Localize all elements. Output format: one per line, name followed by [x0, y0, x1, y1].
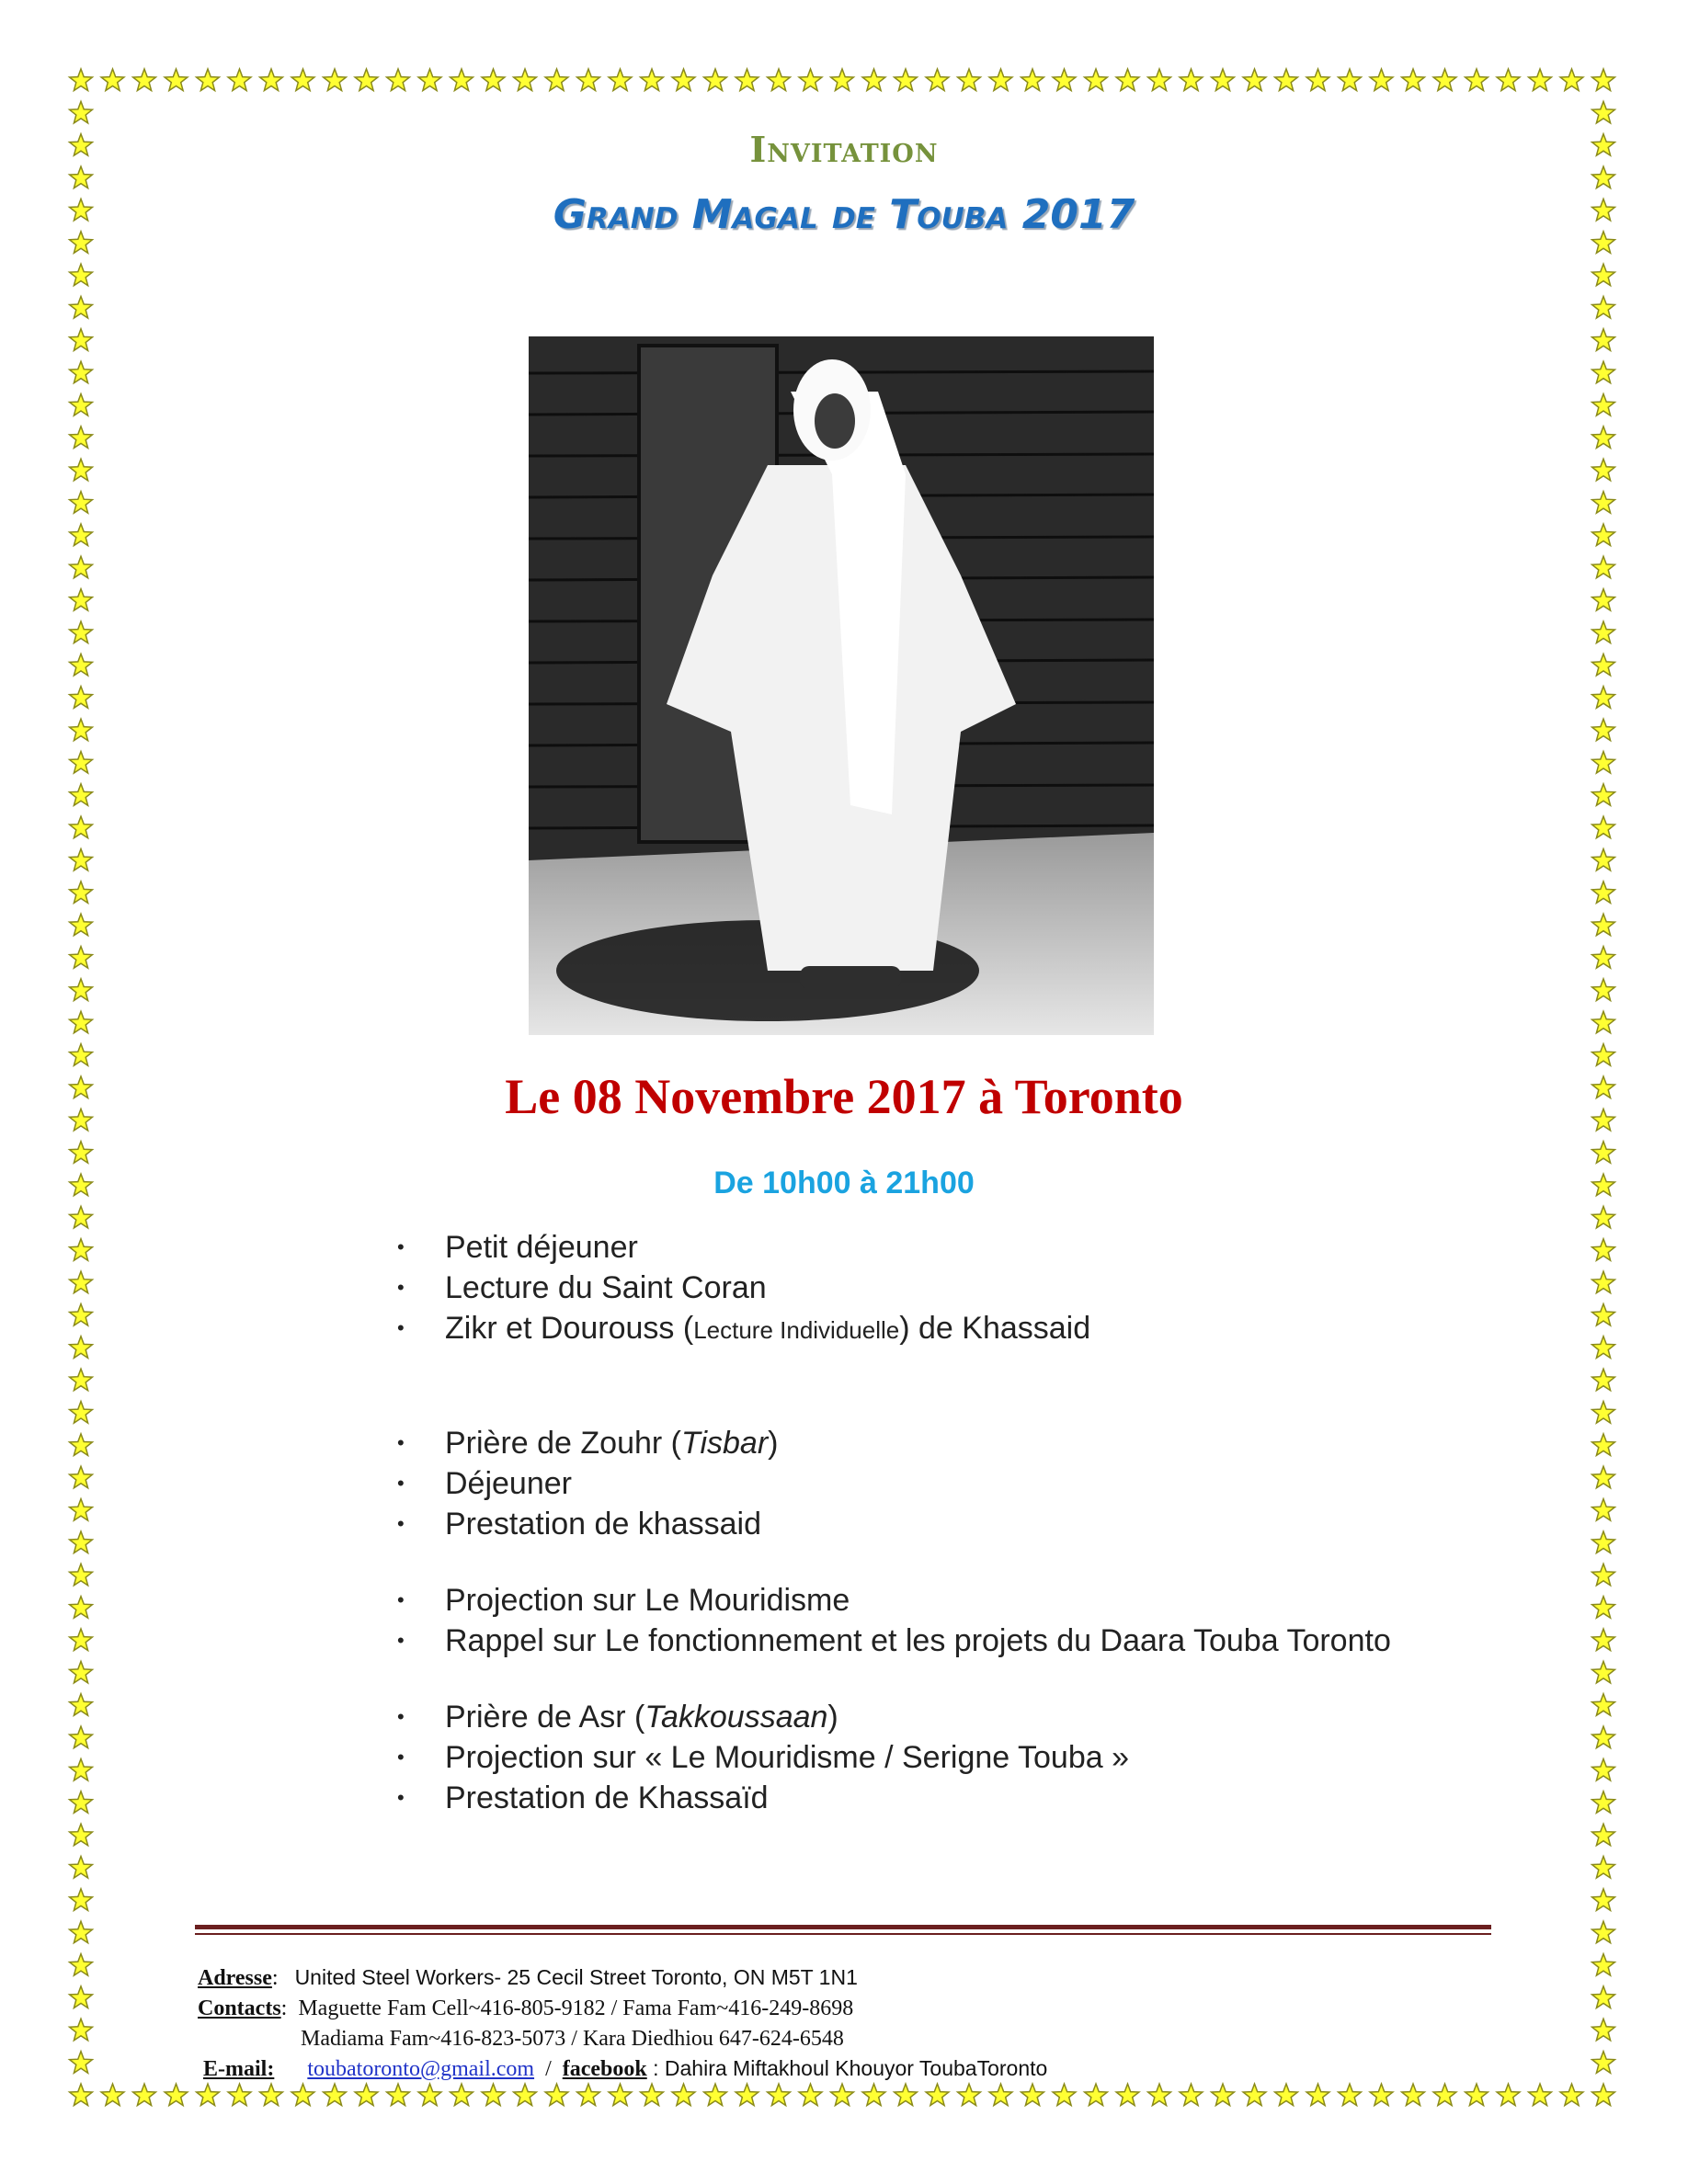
star-icon	[1085, 2084, 1108, 2106]
star-icon	[1592, 914, 1615, 936]
footer-divider	[195, 1925, 1491, 1929]
star-icon	[958, 69, 981, 91]
star-icon	[1592, 947, 1615, 969]
footer	[198, 1962, 1047, 2084]
star-icon	[70, 1954, 93, 1976]
star-icon	[387, 69, 410, 91]
star-icon	[197, 2084, 220, 2106]
star-icon	[70, 297, 93, 319]
star-icon	[482, 2084, 505, 2106]
star-icon	[70, 459, 93, 481]
star-icon	[1433, 69, 1456, 91]
address-row: Adresse: United Steel Workers- 25 Cecil Street Toronto, ON M5T 1N1	[198, 1965, 858, 1990]
star-icon	[101, 2084, 124, 2106]
star-icon	[133, 69, 156, 91]
star-icon	[355, 2084, 378, 2106]
star-icon	[70, 979, 93, 1001]
star-icon	[895, 2084, 918, 2106]
star-icon	[1180, 2084, 1203, 2106]
star-icon	[545, 69, 568, 91]
star-icon	[70, 1239, 93, 1261]
star-icon	[1370, 69, 1393, 91]
star-icon	[514, 2084, 537, 2106]
star-icon	[1592, 849, 1615, 871]
program-item: • Projection sur Le Mouridisme	[397, 1580, 1592, 1621]
footer-divider-thin	[195, 1933, 1491, 1935]
star-icon	[577, 69, 600, 91]
program-item: • Prière de Asr (Takkoussaan)	[397, 1697, 1592, 1737]
star-icon	[482, 69, 505, 91]
star-icon	[1085, 69, 1108, 91]
bullet-icon: •	[397, 1472, 405, 1495]
bullet-icon: •	[397, 1431, 405, 1454]
star-icon	[70, 1466, 93, 1488]
star-icon	[1592, 1369, 1615, 1391]
star-icon	[799, 69, 822, 91]
star-icon	[1592, 264, 1615, 286]
star-icon	[70, 947, 93, 969]
star-icon	[768, 2084, 791, 2106]
star-icon	[70, 1434, 93, 1456]
star-icon	[1592, 1206, 1615, 1228]
email-row: E-mail: toubatoronto@gmail.com / facebook : Dahira Miftakhoul Khouyor ToubaToronto	[203, 2056, 1048, 2081]
star-icon	[1592, 1597, 1615, 1619]
star-icon	[1497, 69, 1520, 91]
star-icon	[1306, 2084, 1329, 2106]
star-icon	[70, 101, 93, 122]
star-icon	[1592, 1531, 1615, 1553]
star-icon	[1592, 524, 1615, 546]
star-icon	[1592, 1011, 1615, 1033]
program-item: • Rappel sur Le fonctionnement et les projets du Daara Touba Toronto	[397, 1621, 1592, 1661]
star-icon	[1402, 2084, 1425, 2106]
event-title: Grand Magal de Touba 2017	[553, 191, 1135, 238]
program-list-4	[397, 1697, 1592, 1818]
star-icon	[799, 2084, 822, 2106]
program-item: • Déjeuner	[397, 1463, 1592, 1504]
star-icon	[1592, 556, 1615, 578]
program-item: • Prestation de khassaid	[397, 1504, 1592, 1544]
star-icon	[1592, 1694, 1615, 1716]
star-icon	[70, 914, 93, 936]
contacts-line-2: Madiama Fam~416-823-5073 / Kara Diedhiou 647-624-6548	[301, 2027, 844, 2051]
star-icon	[260, 69, 283, 91]
program-item: • Lecture du Saint Coran	[397, 1268, 1592, 1308]
star-icon	[1592, 2084, 1615, 2106]
star-icon	[70, 2052, 93, 2074]
star-icon	[70, 329, 93, 351]
star-icon	[1592, 1434, 1615, 1456]
star-icon	[768, 69, 791, 91]
star-icon	[704, 69, 727, 91]
facebook-value: Dahira Miftakhoul Khouyor ToubaToronto	[664, 2056, 1048, 2080]
star-icon	[291, 2084, 314, 2106]
star-icon	[1339, 2084, 1362, 2106]
address-value: United Steel Workers- 25 Cecil Street Toronto, ON M5T 1N1	[294, 1965, 858, 1989]
star-icon	[387, 2084, 410, 2106]
bullet-icon: •	[397, 1316, 405, 1339]
star-icon	[1592, 1629, 1615, 1651]
star-icon	[70, 1694, 93, 1716]
program-item: • Prière de Zouhr (Tisbar)	[397, 1423, 1592, 1463]
star-icon	[101, 69, 124, 91]
star-icon	[1243, 69, 1266, 91]
star-icon	[736, 69, 758, 91]
star-icon	[514, 69, 537, 91]
star-icon	[545, 2084, 568, 2106]
star-icon	[1116, 69, 1139, 91]
star-icon	[831, 2084, 854, 2106]
contacts-row-2	[198, 2023, 1047, 2053]
bullet-icon: •	[397, 1629, 405, 1652]
star-icon	[1212, 69, 1235, 91]
star-icon	[324, 69, 347, 91]
contacts-label: Contacts	[198, 1996, 281, 2020]
star-icon	[70, 784, 93, 806]
star-icon	[1592, 752, 1615, 774]
star-icon	[228, 2084, 251, 2106]
program-item: • Projection sur « Le Mouridisme / Serigne Touba »	[397, 1737, 1592, 1778]
star-icon	[1592, 1142, 1615, 1164]
star-icon	[1339, 69, 1362, 91]
star-icon	[70, 1726, 93, 1748]
star-icon	[1592, 1759, 1615, 1781]
star-icon	[70, 1986, 93, 2008]
star-icon	[1592, 1824, 1615, 1846]
star-icon	[1466, 69, 1488, 91]
star-icon	[70, 1271, 93, 1293]
star-icon	[1592, 1466, 1615, 1488]
star-icon	[70, 1857, 93, 1879]
star-icon	[1592, 1304, 1615, 1326]
star-icon	[1592, 329, 1615, 351]
star-icon	[704, 2084, 727, 2106]
star-icon	[70, 1792, 93, 1814]
star-icon	[1021, 69, 1044, 91]
star-icon	[1592, 1889, 1615, 1911]
star-icon	[1592, 589, 1615, 611]
star-icon	[451, 69, 473, 91]
star-icon	[70, 361, 93, 383]
star-icon	[1592, 427, 1615, 449]
star-icon	[70, 427, 93, 449]
bullet-icon: •	[397, 1705, 405, 1728]
star-icon	[1529, 2084, 1552, 2106]
star-icon	[1433, 2084, 1456, 2106]
star-icon	[70, 1499, 93, 1521]
star-icon	[70, 1206, 93, 1228]
star-icon	[1592, 784, 1615, 806]
star-icon	[70, 524, 93, 546]
event-time: De 10h00 à 21h00	[713, 1166, 975, 1200]
star-icon	[1592, 1954, 1615, 1976]
star-icon	[197, 69, 220, 91]
star-icon	[609, 2084, 632, 2106]
star-icon	[70, 1661, 93, 1683]
star-icon	[70, 1759, 93, 1781]
star-icon	[70, 816, 93, 838]
star-icon	[1592, 654, 1615, 676]
star-icon	[1592, 1857, 1615, 1879]
star-icon	[958, 2084, 981, 2106]
star-icon	[672, 69, 695, 91]
star-icon	[989, 2084, 1012, 2106]
star-icon	[70, 1564, 93, 1586]
star-icon	[831, 69, 854, 91]
star-icon	[1306, 69, 1329, 91]
star-icon	[609, 69, 632, 91]
star-icon	[70, 589, 93, 611]
star-icon	[70, 1142, 93, 1164]
star-icon	[1592, 101, 1615, 122]
star-icon	[1592, 1726, 1615, 1748]
email-label: E-mail:	[203, 2057, 275, 2081]
star-icon	[70, 492, 93, 514]
event-date: Le 08 Novembre 2017 à Toronto	[505, 1069, 1183, 1124]
star-icon	[70, 1044, 93, 1066]
star-icon	[989, 69, 1012, 91]
star-icon	[70, 849, 93, 871]
facebook-label: facebook	[562, 2057, 647, 2081]
bullet-icon: •	[397, 1512, 405, 1535]
star-icon	[70, 1824, 93, 1846]
star-icon	[1370, 2084, 1393, 2106]
star-icon	[1592, 2052, 1615, 2074]
email-link[interactable]: toubatoronto@gmail.com	[307, 2057, 535, 2081]
star-icon	[1592, 394, 1615, 416]
star-icon	[926, 69, 949, 91]
star-icon	[70, 1921, 93, 1943]
star-icon	[451, 2084, 473, 2106]
star-icon	[1180, 69, 1203, 91]
star-icon	[70, 2084, 93, 2106]
star-icon	[165, 2084, 188, 2106]
star-icon	[1021, 2084, 1044, 2106]
star-icon	[736, 2084, 758, 2106]
star-icon	[895, 69, 918, 91]
star-icon	[1592, 2019, 1615, 2041]
star-icon	[641, 69, 664, 91]
star-icon	[672, 2084, 695, 2106]
star-icon	[70, 1337, 93, 1359]
star-icon	[133, 2084, 156, 2106]
address-label: Adresse	[198, 1966, 272, 1990]
star-icon	[1560, 2084, 1583, 2106]
star-icon	[1592, 1337, 1615, 1359]
star-icon	[577, 2084, 600, 2106]
star-icon	[1592, 69, 1615, 91]
star-icon	[70, 882, 93, 904]
star-icon	[1148, 69, 1171, 91]
star-icon	[1592, 621, 1615, 643]
star-icon	[1212, 2084, 1235, 2106]
star-icon	[1529, 69, 1552, 91]
star-icon	[1592, 361, 1615, 383]
star-icon	[1402, 69, 1425, 91]
star-icon	[1560, 69, 1583, 91]
star-icon	[1592, 882, 1615, 904]
star-icon	[228, 69, 251, 91]
star-icon	[1592, 1792, 1615, 1814]
star-icon	[1592, 687, 1615, 709]
contacts-line-1: Maguette Fam Cell~416-805-9182 / Fama Fam~416-249-8698	[298, 1996, 854, 2020]
star-icon	[70, 1597, 93, 1619]
star-icon	[165, 69, 188, 91]
star-icon	[1592, 1661, 1615, 1683]
star-icon	[324, 2084, 347, 2106]
star-icon	[1243, 2084, 1266, 2106]
program-item: • Prestation de Khassaïd	[397, 1778, 1592, 1818]
star-icon	[1592, 297, 1615, 319]
bullet-icon: •	[397, 1276, 405, 1299]
star-icon	[1275, 2084, 1298, 2106]
star-icon	[1592, 1921, 1615, 1943]
star-icon	[1275, 69, 1298, 91]
program-item: • Petit déjeuner	[397, 1227, 1592, 1268]
star-icon	[291, 69, 314, 91]
star-icon	[1592, 1044, 1615, 1066]
bullet-icon: •	[397, 1588, 405, 1611]
bullet-icon: •	[397, 1746, 405, 1769]
star-icon	[70, 687, 93, 709]
star-icon	[1592, 1402, 1615, 1424]
star-icon	[862, 69, 885, 91]
star-icon	[1592, 459, 1615, 481]
star-icon	[70, 1629, 93, 1651]
star-icon	[1592, 1986, 1615, 2008]
star-icon	[70, 654, 93, 676]
star-icon	[70, 1402, 93, 1424]
star-icon	[70, 621, 93, 643]
star-icon	[1148, 2084, 1171, 2106]
star-icon	[1592, 492, 1615, 514]
star-icon	[862, 2084, 885, 2106]
star-icon	[1592, 1271, 1615, 1293]
star-icon	[1592, 1499, 1615, 1521]
star-icon	[70, 1889, 93, 1911]
star-icon	[1053, 69, 1076, 91]
star-icon	[70, 1369, 93, 1391]
portrait-photo	[529, 336, 1154, 1035]
invitation-heading: Invitation	[749, 129, 939, 170]
star-icon	[1466, 2084, 1488, 2106]
star-icon	[418, 69, 441, 91]
star-icon	[1592, 1239, 1615, 1261]
star-icon	[70, 69, 93, 91]
star-icon	[70, 719, 93, 741]
star-icon	[70, 1531, 93, 1553]
star-icon	[1592, 719, 1615, 741]
star-icon	[70, 264, 93, 286]
program-list-3	[397, 1580, 1592, 1661]
star-icon	[641, 2084, 664, 2106]
star-icon	[1053, 2084, 1076, 2106]
star-icon	[260, 2084, 283, 2106]
program-list-2	[397, 1423, 1592, 1544]
star-icon	[70, 1304, 93, 1326]
bullet-icon: •	[397, 1786, 405, 1809]
bullet-icon: •	[397, 1235, 405, 1258]
star-icon	[355, 69, 378, 91]
star-icon	[70, 556, 93, 578]
star-icon	[926, 2084, 949, 2106]
star-icon	[1592, 1564, 1615, 1586]
star-icon	[70, 1011, 93, 1033]
program-list-1	[397, 1227, 1592, 1348]
star-icon	[1592, 816, 1615, 838]
star-icon	[1497, 2084, 1520, 2106]
star-icon	[70, 2019, 93, 2041]
contacts-row: Contacts: Maguette Fam Cell~416-805-9182 / Fama Fam~416-249-8698	[198, 1996, 854, 2020]
star-icon	[1592, 979, 1615, 1001]
star-icon	[70, 394, 93, 416]
star-icon	[418, 2084, 441, 2106]
program-item: • Zikr et Dourouss (Lecture Individuelle) de Khassaid	[397, 1308, 1592, 1348]
star-icon	[1116, 2084, 1139, 2106]
star-icon	[70, 752, 93, 774]
